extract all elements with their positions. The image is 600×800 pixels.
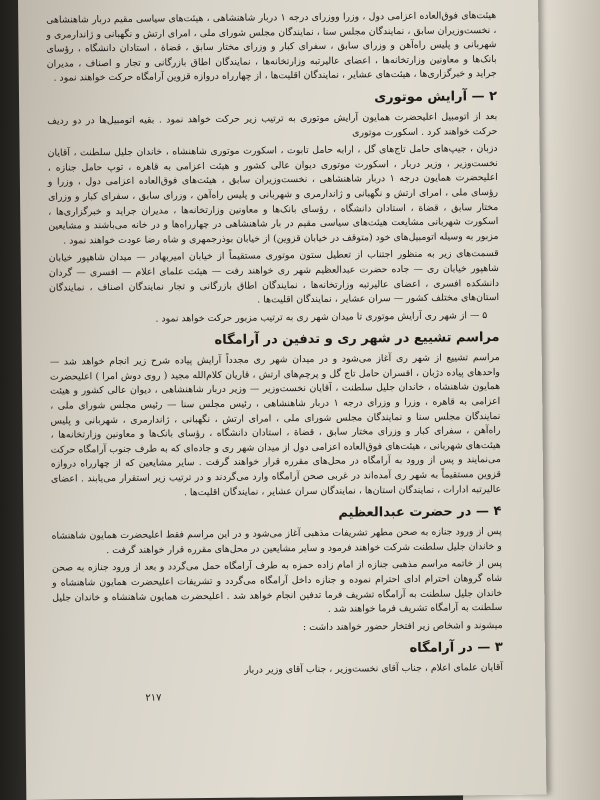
closing-line: میشوند و اشخاص زیر افتخار حضور خواهند داشت :	[302, 619, 503, 633]
paragraph-3: قسمت‌های زیر به منظور اجتناب از تعطیل ستون موتوری مستقیماً از خیابان امیربهادر — میدان شاهپور خیابان شاهپور خیابان ری — جاده حضرت عبدالعظیم شهر ری خواهند رفت — هیئت علمای اعلام — افسری — گردان دانشکده افسری ، اعضای عالیرتبه وزارتخانه‌ها ، نمایندگان اطاق بازرگانی و تجار نمایندگان اصناف ، نمایندگان استان‌های مختلف کشور — سران عشایر ، نمایندگان اقلیت‌ها .	[48, 248, 500, 306]
closing-line-2: آقایان علمای اعلام ، جناب آقای نخست‌وزیر ، جناب آقای وزیر دربار	[244, 662, 504, 677]
document-page	[18, 0, 546, 800]
motorcade-intro: بعد از اتومبیل اعلیحضرت همایون آرایش موتوری به ترتیب زیر حرکت خواهد نمود . بقیه اتومبیل‌ها در دو ردیف حرکت خواهند کرد . اسکورت موتوری	[47, 110, 498, 139]
heading-ray: مراسم تشییع در شهر ری و تدفین در آرامگاه	[214, 330, 500, 349]
shrine-section: پس از ورود جنازه به صحن مطهر تشریفات مذهبی آغاز می‌شود و در این مراسم فقط اعلیحضرت همایون شاهنشاه و خاندان جلیل سلطنت شرکت خواهند فرمود و سایر مشایعین در محل‌های مقرره قرار خواهند گرفت .	[51, 526, 502, 556]
heading-shrine: ۴ — در حضرت عبدالعظیم	[338, 504, 502, 521]
ray-section: مراسم تشییع از شهر ری آغاز می‌شود و در میدان شهر ری مجدداً آرایش پیاده شرح زیر انجام خواهد شد — واحدهای پیاده دژبان ، افسران حامل تاج گل و پرچم‌های ارتش ، قاریان کلام‌الله مجید ( روی دوش امرا ) اعلیحضرت همایون شاهنشاه ، خاندان جلیل سلطنت ، آقایان نخست‌وزیر — وزیر دربار شاهنشاهی ، دیوان عالی کشور و هیئت اعزامی به قاهره ، وزرا و وزرای درجه ۱ دربار شاهنشاهی ، رئیس مجلس سنا — رئیس مجلس شورای ملی ، نمایندگان مجلس سنا و نمایندگان مجلس شورای ملی ، امرای ارتش ، نگهبانی ، ژاندارمری ، شهربانی و پلیس راه‌آهن ، سفرای کبار و وزرای مختار سابق ، قضاة ، استادان دانشگاه ، رؤسای بانک‌ها و معاونین وزارتخانه‌ها ، هیئت‌های شهربانی ، هیئت‌های فوق‌العاده اعزامی دول از میدان شهر ری و جاده‌ای که به طرف جنوب آرامگاه حرکت می‌نمایند و پس از ورود به آرامگاه در محل‌های مقرره قرار خواهند گرفت . سایر مشایعین که از چهارراه دروازه قزوین مستقیماً به شهر ری آمده‌اند در غربی صحن آرامگاه وارد می‌گردند و در ترتیب زیر استقرار می‌یابند . اعضای عالیرتبه ادارات ، نمایندگان استان‌ها ، نمایندگان سران عشایر ، نمایندگان اقلیت‌ها .	[49, 352, 502, 498]
page-number: ۲۱۷	[145, 692, 162, 704]
paragraph-4: ۵ — از شهر ری آرایش موتوری تا میدان شهر ری به ترتیب مزبور حرکت خواهد نمود .	[155, 309, 488, 325]
page-text	[46, 9, 503, 684]
paragraph-1: هیئت‌های فوق‌العاده اعزامی دول ، وزرا ووزرای درجه ۱ دربار شاهنشاهی ، هیئت‌های سیاسی مقیم دربار شاهنشاهی ، نخست‌وزیران سابق ، نمایندگان مجلس سنا ، نمایندگان مجلس شورای ملی ، امرای ارتش و نگهبانی و ژاندارمری و شهربانی و پلیس راه‌آهن و وزرای سابق ، سفرای کبار و وزرای مختار سابق ، قضاة ، استادان دانشگاه ، رؤسای بانک‌ها و معاونین وزارتخانه‌ها ، اعضای عالیرتبه وزارتخانه‌ها ، نمایندگان اطاق بازرگانی و تجار و اصناف ، مدیران جراید و خبرگزاری‌ها ، هیئت‌های عشایر ، نمایندگان اقلیت‌ها ، از چهارراه دروازه قزوین آرامگاه حرکت خواهند نمود .	[46, 9, 497, 85]
paragraph-2: دزبان ، جیپ‌های حامل تاج‌های گل ، ارابه حامل تابوت ، اسکورت موتوری شاهنشاه ، خاندان جلیل سلطنت ، آقایان نخست‌وزیر ، وزیر دربار ، اسکورت موتوری دیوان عالی کشور و هیئت اعزامی به قاهره ، توپ حامل جنازه ، اعلیحضرت همایون درجه ۱ دربار شاهنشاهی ، نخست‌وزیران سابق ، هیئت‌های فوق‌العاده اعزامی دول ، وزرا و رؤسای ملی ، امرای ارتش و نگهبانی و ژاندارمری و شهربانی و پلیس راه‌آهن ، وزرای سابق ، سفرای کبار و وزرای مختار سابق ، قضاة ، استادان دانشگاه ، رؤسای بانک‌ها و معاونین وزارتخانه‌ها ، مدیران جراید و خبرگزاری‌ها ، اسکورت شهربانی مشایعت هیئت‌های سیاسی مقیم در بار شاهنشاهی در چهارراه‌ها و در خانه می‌باشند و مشایعین مزبور به وسیله اتومبیل‌های خود (متوقف در خیابان قزوین) از خیابان بوذرجمهری و شاه رضا عودت خواهند نمود .	[47, 143, 499, 247]
tomb-section: پس از خاتمه مراسم مذهبی جنازه از امام زاده حمزه به طرف آرامگاه حمل می‌گردد و بعد از ورود جنازه به صحن شاه گروهان احترام ادای احترام نموده و جنازه داخل آرامگاه می‌گردد و تشریفات اعلیحضرت همایون شاهنشاه و خاندان جلیل سلطنت به آرامگاه تشریف فرما تدفین انجام خواهد شد . اعلیحضرت همایون شاهنشاه و خاندان جلیل سلطنت به آرامگاه تشریف فرما خواهند شد .	[51, 558, 503, 615]
heading-tomb: ۳ — در آرامگاه	[409, 640, 503, 657]
heading-motorcade: ۲ — آرایش موتوری	[374, 88, 498, 106]
